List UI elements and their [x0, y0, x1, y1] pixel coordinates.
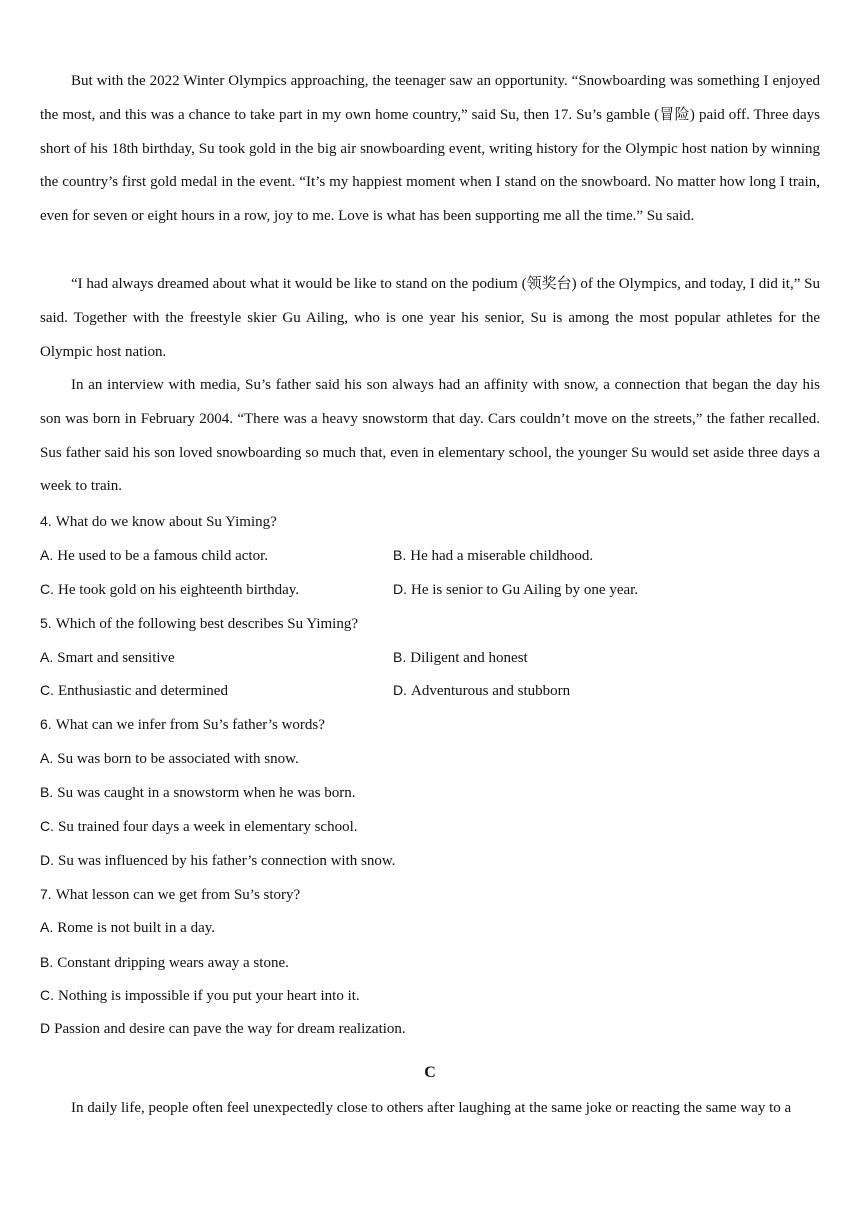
option-text: Su was influenced by his father’s connection with snow. — [58, 853, 396, 869]
question-5-option-a — [40, 647, 175, 668]
question-6-option-d — [40, 850, 395, 871]
option-text: Su was born to be associated with snow. — [57, 751, 299, 767]
option-text: He took gold on his eighteenth birthday. — [58, 582, 300, 598]
option-text: Rome is not built in a day. — [57, 920, 215, 936]
passage-paragraph-1: But with the 2022 Winter Olympics approaching, the teenager saw an opportunity. “Snowboarding was something I enjoyed the most, and this was a chance to take part in my own home country,” said Su, then 17. Su’s gamble (冒险) paid off. Three days short of his 18th birthday, Su took gold in the big air snowboarding event, writing history for the Olympic host nation by winning the country’s first gold medal in the event. “It’s my happiest moment when I stand on the snowboard. No matter how long I train, even for seven or eight hours in a row, joy to me. Love is what has been supporting me all the time.” Su said. — [40, 73, 820, 225]
question-6-option-b — [40, 782, 356, 803]
option-text: Su was caught in a snowstorm when he was born. — [57, 785, 356, 801]
option-letter: D. — [40, 852, 54, 868]
option-text: Constant dripping wears away a stone. — [57, 955, 289, 971]
question-number: 6. — [40, 716, 52, 732]
option-text: Nothing is impossible if you put your heart into it. — [58, 988, 360, 1004]
option-text: Diligent and honest — [410, 650, 528, 666]
option-letter: A. — [40, 649, 54, 665]
option-text: Adventurous and stubborn — [411, 683, 571, 699]
question-4-option-a — [40, 545, 268, 566]
option-letter: A. — [40, 919, 54, 935]
option-letter: B. — [40, 954, 54, 970]
question-stem: What do we know about Su Yiming? — [55, 514, 277, 530]
option-text: He used to be a famous child actor. — [57, 548, 269, 564]
option-letter: D. — [393, 682, 407, 698]
question-number: 7. — [40, 886, 52, 902]
question-6 — [40, 714, 325, 735]
question-4-option-d — [393, 579, 638, 600]
question-4-option-b — [393, 545, 593, 566]
question-7-option-d — [40, 1018, 406, 1039]
section-c-paragraph: In daily life, people often feel unexpectedly close to others after laughing at the same joke or reacting the same way to a — [71, 1100, 792, 1116]
passage-paragraph-2: “I had always dreamed about what it would be like to stand on the podium (领奖台) of the Olympics, and today, I did it,” Su said. Together with the freestyle skier Gu Ailing, who is one year his senior, Su is among the most popular athletes for the Olympic host nation. — [40, 276, 820, 360]
option-letter: B. — [393, 547, 407, 563]
question-stem: What lesson can we get from Su’s story? — [55, 887, 301, 903]
option-letter: C. — [40, 818, 54, 834]
question-number: 5. — [40, 615, 52, 631]
question-number: 4. — [40, 513, 52, 529]
option-letter: B. — [40, 784, 54, 800]
option-text: Su trained four days a week in elementary school. — [58, 819, 358, 835]
question-7-option-c — [40, 985, 360, 1006]
option-letter: C. — [40, 581, 54, 597]
question-7-option-a — [40, 917, 215, 938]
option-letter: B. — [393, 649, 407, 665]
question-stem: Which of the following best describes Su Yiming? — [55, 616, 358, 632]
option-letter: C. — [40, 682, 54, 698]
option-letter: C. — [40, 987, 54, 1003]
question-5-option-b — [393, 647, 528, 668]
option-letter: A. — [40, 547, 54, 563]
option-text: Smart and sensitive — [57, 650, 175, 666]
section-heading: C — [424, 1064, 436, 1081]
question-7 — [40, 884, 300, 905]
option-letter: A. — [40, 750, 54, 766]
question-5-option-c — [40, 680, 228, 701]
option-text: He had a miserable childhood. — [410, 548, 594, 564]
option-letter: D. — [393, 581, 407, 597]
question-6-option-a — [40, 748, 299, 769]
question-stem: What can we infer from Su’s father’s words? — [55, 717, 325, 733]
question-7-option-b — [40, 952, 289, 973]
question-5-option-d — [393, 680, 570, 701]
question-4 — [40, 511, 277, 532]
passage-paragraph-3: In an interview with media, Su’s father said his son always had an affinity with snow, a connection that began the day his son was born in February 2004. “There was a heavy snowstorm that day. Cars couldn’t move on the streets,” the father recalled. Sus father said his son loved snowboarding so much that, even in elementary school, the younger Su would set aside three days a week to train. — [40, 377, 820, 495]
question-4-option-c — [40, 579, 299, 600]
option-text: Enthusiastic and determined — [58, 683, 228, 699]
question-5 — [40, 613, 358, 634]
option-letter: D — [40, 1020, 51, 1036]
option-text: He is senior to Gu Ailing by one year. — [411, 582, 639, 598]
option-text: Passion and desire can pave the way for dream realization. — [54, 1021, 406, 1037]
question-6-option-c — [40, 816, 358, 837]
